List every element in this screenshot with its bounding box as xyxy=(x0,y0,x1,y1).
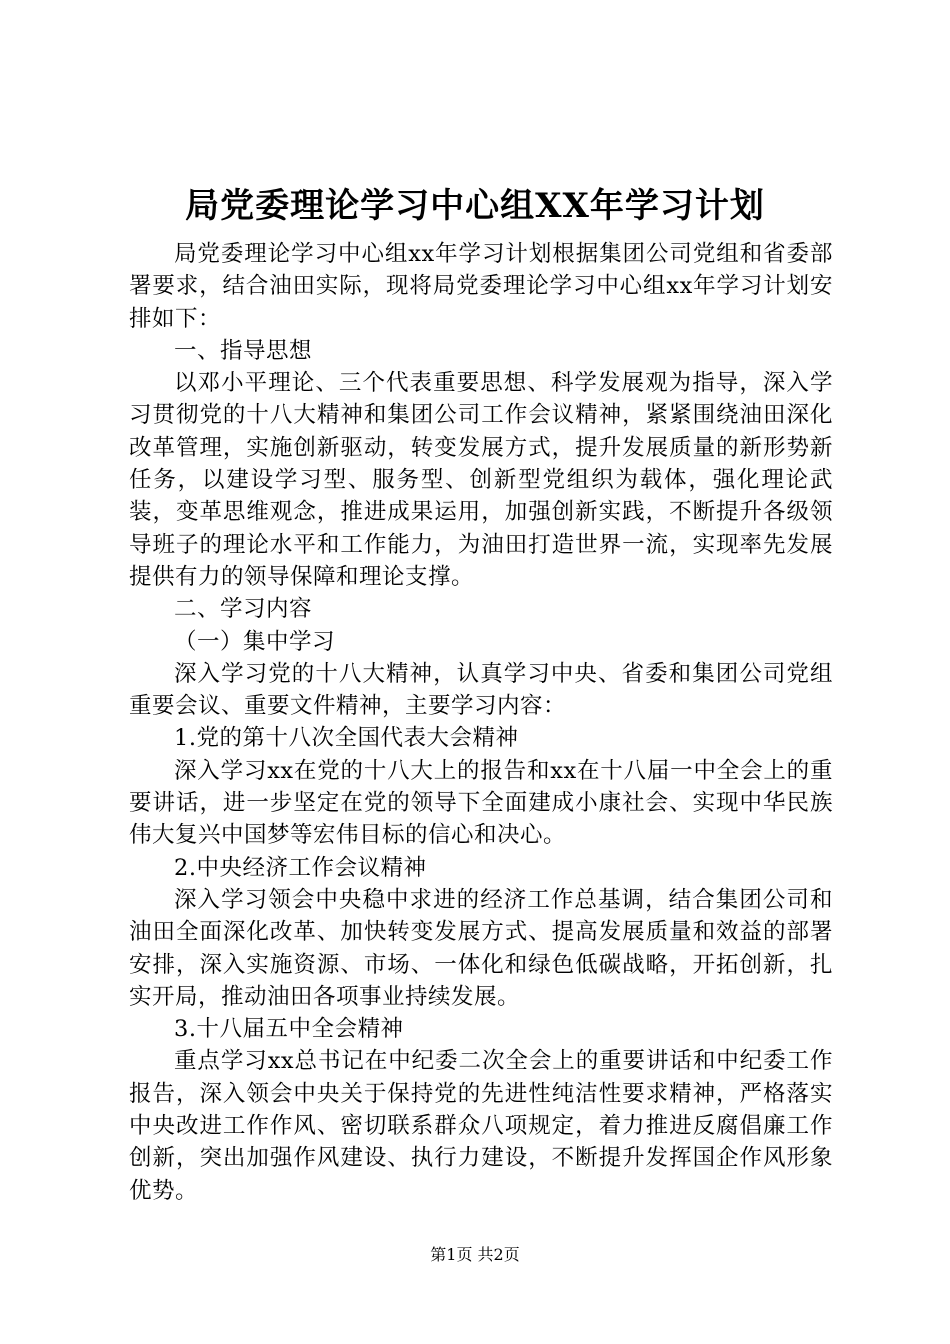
intro-paragraph: 局党委理论学习中心组xx年学习计划根据集团公司党组和省委部署要求，结合油田实际，现将局党委理论学习中心组xx年学习计划安排如下： xyxy=(129,241,833,332)
item-heading-3: 3.十八届五中全会精神 xyxy=(174,1016,404,1043)
document-title: 局党委理论学习中心组XX年学习计划 xyxy=(185,186,765,226)
item-heading-2: 2.中央经济工作会议精神 xyxy=(174,854,427,881)
item-paragraph-3: 重点学习xx总书记在中纪委二次全会上的重要讲话和中纪委工作报告，深入领会中央关于保持党的先进性纯洁性要求精神，严格落实中央改进工作作风、密切联系群众八项规定，着力推进反腐倡廉工作创新，突出加强作风建设、执行力建设，不断提升发挥国企作风形象优势。 xyxy=(129,1048,833,1204)
page-number-footer: 第1页 共2页 xyxy=(430,1245,520,1264)
document-body xyxy=(129,238,833,1207)
guiding-thought-paragraph: 以邓小平理论、三个代表重要思想、科学发展观为指导，深入学习贯彻党的十八大精神和集团公司工作会议精神，紧紧围绕油田深化改革管理，实施创新驱动，转变发展方式，提升发展质量的新形势新任务，以建设学习型、服务型、创新型党组织为载体，强化理论武装，变革思维观念，推进成果运用，加强创新实践，不断提升各级领导班子的理论水平和工作能力，为油田打造世界一流，实现率先发展提供有力的领导保障和理论支撑。 xyxy=(129,370,833,590)
section-heading-study-content: 二、学习内容 xyxy=(174,596,313,623)
subsection-heading-centralized-study: （一）集中学习 xyxy=(174,628,336,655)
section-heading-guiding-thought: 一、指导思想 xyxy=(174,337,313,364)
item-paragraph-2: 深入学习领会中央稳中求进的经济工作总基调，结合集团公司和油田全面深化改革、加快转变发展方式、提高发展质量和效益的部署安排，深入实施资源、市场、一体化和绿色低碳战略，开拓创新，扎实开局，推动油田各项事业持续发展。 xyxy=(129,886,833,1010)
item-heading-1: 1.党的第十八次全国代表大会精神 xyxy=(174,725,519,752)
item-paragraph-1: 深入学习xx在党的十八大上的报告和xx在十八届一中全会上的重要讲话，进一步坚定在党的领导下全面建成小康社会、实现中华民族伟大复兴中国梦等宏伟目标的信心和决心。 xyxy=(129,757,833,849)
centralized-study-paragraph: 深入学习党的十八大精神，认真学习中央、省委和集团公司党组重要会议、重要文件精神，主要学习内容： xyxy=(129,660,833,720)
